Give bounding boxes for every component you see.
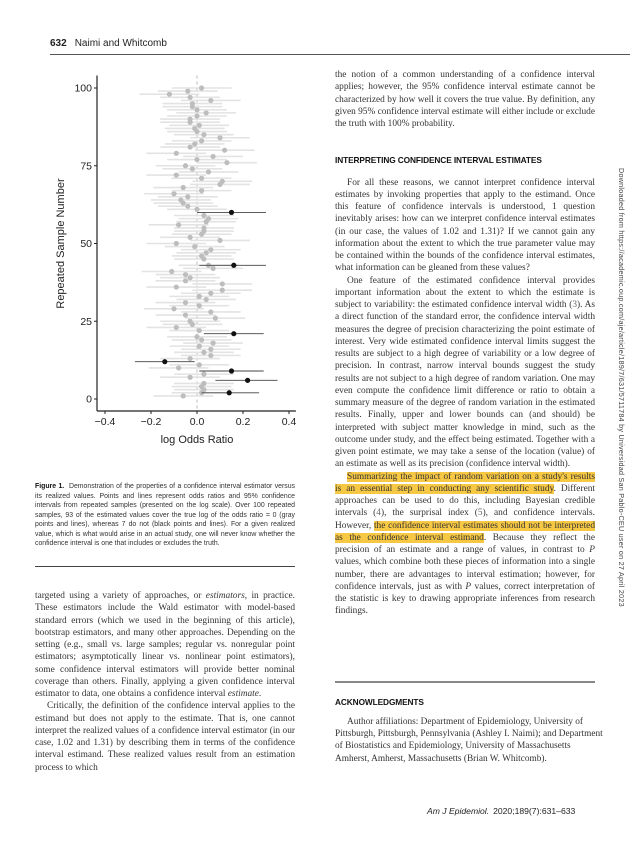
text-run: ), the surprisal index ( [380, 508, 478, 519]
header-divider [50, 54, 630, 55]
gray-point [188, 356, 193, 361]
gray-point [197, 362, 202, 367]
black-point [229, 210, 234, 215]
gray-point [211, 266, 216, 271]
gray-point [194, 157, 199, 162]
emphasis: P [465, 581, 472, 592]
y-axis-title: Repeated Sample Number [55, 178, 67, 309]
black-point [162, 359, 167, 364]
emphasis: estimate [227, 689, 259, 699]
header-authors: Naimi and Whitcomb [74, 38, 167, 49]
y-tick-label: 25 [80, 315, 92, 328]
emphasis: estimators [205, 591, 245, 601]
y-tick-label: 0 [86, 393, 92, 406]
right-column-body [335, 69, 595, 618]
gray-point [199, 188, 204, 193]
citation-link[interactable]: 3 [572, 300, 577, 310]
text-run: . Different approaches can be used to do this, including Bayesian credible intervals ( [335, 483, 595, 519]
citation-link[interactable]: 5 [477, 508, 483, 519]
gray-point [192, 141, 197, 146]
highlighted-text: Summarizing the impact of random variation on a study's results is an essential step in conducting any scientific study [335, 471, 595, 494]
text-run: values, correct interpretation of the statistic is key to drawing appropriate inferences from research findings. [335, 581, 595, 617]
download-watermark-text: Downloaded from https://academic.oup.com/aje/article/189/7/631/5711784 by Universidad San Pablo-CEU user on 27 April 2023 [617, 168, 626, 607]
gray-point [199, 176, 204, 181]
gray-point [194, 113, 199, 118]
gray-point [199, 253, 204, 258]
gray-point [197, 328, 202, 333]
gray-point [217, 238, 222, 243]
gray-point [183, 312, 188, 317]
journal-citation [427, 806, 575, 816]
x-tick-label: 0.2 [235, 416, 251, 428]
black-point [245, 378, 250, 383]
gray-point [174, 325, 179, 330]
gray-point [199, 138, 204, 143]
y-tick-label: 50 [80, 238, 92, 250]
gray-point [171, 191, 176, 196]
gray-point [208, 247, 213, 252]
gray-point [194, 207, 199, 212]
highlighted-text: the confidence interval estimates should not be interpreted as the confidence interval estimand [335, 520, 595, 543]
acknowledgments-heading: ACKNOWLEDGMENTS [335, 697, 424, 707]
gray-point [185, 194, 190, 199]
gray-point [174, 172, 179, 177]
gray-point [194, 107, 199, 112]
running-header [50, 38, 167, 49]
gray-point [188, 144, 193, 149]
gray-point [201, 132, 206, 137]
left-paragraph-1 [35, 590, 295, 700]
black-point [227, 390, 232, 395]
black-point [231, 263, 236, 268]
gray-point [188, 375, 193, 380]
gray-point [204, 110, 209, 115]
gray-point [188, 95, 193, 100]
gray-point [208, 353, 213, 358]
gray-point [183, 300, 188, 305]
gray-point [217, 135, 222, 140]
figure-caption [35, 482, 295, 549]
black-point [229, 368, 234, 373]
gray-point [211, 340, 216, 345]
figure-caption-text: Demonstration of the properties of a confidence interval estimator versus its realized values. Points and lines represent odds ratios and 95% confidence intervals from repeated samples (presented on the log scale). Over 100 repeated samples, 93 of the estimated values cover the true log of the odds ratio = 0 (gray points and lines), whereas 7 do not (black points and lines). For a given realized value, which is what would arise in an actual study, one will never know whether the confidence interval is one that includes or excludes the truth. [35, 483, 295, 547]
text-run: One feature of the estimated confidence interval provides important information about the extent to which the estimate is subject to variability: the estimated confidence interval width ( [335, 275, 595, 310]
y-tick-label: 100 [74, 82, 92, 95]
right-paragraph-1: For all these reasons, we cannot interpret confidence interval estimates by invoking properties that apply to the estimand. Once this feature of confidence intervals is understood, 1 question inevitably arises: how can we interpret confidence interval estimates (in our case, the values of 1.02 and 1.31)? If we cannot gain any information about the extent to which the true parameter value may be contained within the bounds of the confidence interval estimates, what information can be gleaned from these values? [335, 177, 595, 274]
right-paragraph-0: the notion of a common understanding of a confidence interval applies; however, the 95% confidence interval estimate cannot be characterized by how well it covers the true value. By definition, any given 95% confidence interval estimate will either include or exclude the truth with 100% probability. [335, 70, 595, 129]
plot-layer [55, 76, 296, 446]
gray-point [208, 309, 213, 314]
gray-point [174, 284, 179, 289]
forest-plot-figure [18, 68, 308, 478]
gray-point [190, 166, 195, 171]
gray-point [201, 381, 206, 386]
gray-point [176, 222, 181, 227]
text-run: values, which combine both these pieces of information into a single number, there are advantages to interval estimation; however, for confidence intervals, just as with [335, 557, 595, 592]
gray-point [190, 101, 195, 106]
gray-point [174, 241, 179, 246]
gray-point [208, 347, 213, 352]
emphasis: P [589, 545, 595, 555]
left-column-body [35, 590, 295, 774]
gray-point [194, 334, 199, 339]
gray-point [206, 169, 211, 174]
gray-point [220, 288, 225, 293]
gray-point [183, 163, 188, 168]
gray-point [199, 85, 204, 90]
gray-point [183, 278, 188, 283]
section-heading: INTERPRETING CONFIDENCE INTERVAL ESTIMATES [335, 155, 542, 166]
gray-point [183, 272, 188, 277]
gray-point [188, 117, 193, 122]
journal-name: Am J Epidemiol. [427, 806, 490, 816]
gray-point [201, 225, 206, 230]
text-run: ). As a direct function of the standard error, the confidence interval width measures the degree of precision characterizing the point estimate of interest. Very wide estimated confidence interval limits suggest the results are subject to a high degree of variability or a low degree of precision. In contrast, narrow interval bounds suggest the study results are not subject to a high degree of random variation. One may even compute the confidence limit difference or ratio to obtain a summary measure of the degree of random variation in the estimated results. Finally, upper and lower bounds can (and should) be interpreted with subject matter knowledge in mind, such as the outcome under study, and the effect being estimated. Together with a given point estimate, we may take a sense of the location (value) of an estimate as well as its precision (confidence interval width). [335, 300, 595, 470]
gray-point [167, 92, 172, 97]
gray-point [169, 269, 174, 274]
gray-point [208, 98, 213, 103]
gray-point [213, 316, 218, 321]
gray-point [171, 306, 176, 311]
acknowledgments-text: Author affiliations: Department of Epidemiology, University of Pittsburgh, Pittsburgh, Pennsylvania (Ashley I. Naimi); and Department of Biostatistics and Epidemiology, University of Massachusetts Amherst, Amherst, Massachusetts (Brian W. Whitcomb). [335, 717, 603, 764]
x-axis-title: log Odds Ratio [160, 434, 234, 446]
gray-point [192, 244, 197, 249]
gray-point [188, 235, 193, 240]
text-run: . [258, 689, 262, 699]
x-tick-label: 0.0 [189, 416, 205, 428]
gray-point [176, 365, 181, 370]
gray-point [178, 197, 183, 202]
gray-point [185, 89, 190, 94]
download-watermark [612, 168, 632, 688]
text-run: . Because they reflect the precision of an estimate and a range of values, in contrast to [335, 532, 595, 555]
page-number: 632 [50, 38, 67, 49]
gray-point [222, 148, 227, 153]
right-paragraph-3 [335, 471, 595, 618]
right-paragraph-2 [335, 275, 595, 471]
gray-point [197, 303, 202, 308]
text-run: targeted using a variety of approaches, or [35, 591, 206, 601]
gray-point [197, 294, 202, 299]
gray-point [201, 372, 206, 377]
black-point [231, 331, 236, 336]
gray-point [201, 213, 206, 218]
gray-point [206, 216, 211, 221]
gray-point [181, 185, 186, 190]
citation-details: 2020;189(7):631–633 [493, 806, 576, 816]
gray-point [220, 281, 225, 286]
citation-link[interactable]: 4 [376, 508, 381, 519]
gray-point [211, 154, 216, 159]
gray-point [199, 337, 204, 342]
figure-label: Figure 1. [35, 483, 65, 490]
x-tick-label: −0.2 [140, 416, 162, 428]
gray-point [197, 123, 202, 128]
gray-point [188, 319, 193, 324]
acknowledgments-divider [335, 681, 595, 683]
caption-divider [35, 566, 295, 567]
left-paragraph-2: Critically, the definition of the confidence interval applies to the estimand but does not apply to the estimate. That is, one cannot interpret the realized values of a confidence interval estimator (in our case, 1.02 and 1.31) by describing them in terms of the confidence interval estimand. These realized values result from an estimation process to which [35, 701, 295, 773]
y-tick-label: 75 [80, 160, 92, 173]
text-run: , in practice. These estimators include the Wald estimator with model-based standard errors (which we used in the beginning of this article), bootstrap estimators, and many other approaches. Depending on the setting (e.g., small vs. large samples; regular vs. nonregular point estimators; asymptotically linear vs. nonlinear point estimators), some confidence interval estimators will provide better nominal coverage than others. Finally, applying a given confidence interval estimator to data, one obtains a confidence interval [35, 591, 295, 699]
gray-point [204, 250, 209, 255]
gray-point [224, 160, 229, 165]
gray-point [192, 126, 197, 131]
gray-point [174, 151, 179, 156]
gray-point [181, 393, 186, 398]
x-tick-label: −0.4 [94, 416, 116, 428]
gray-point [220, 179, 225, 184]
gray-point [185, 204, 190, 209]
gray-point [204, 297, 209, 302]
text-run: ), and confidence intervals. However, [335, 508, 595, 531]
x-tick-label: 0.4 [281, 416, 297, 428]
gray-point [188, 275, 193, 280]
gray-point [201, 350, 206, 355]
gray-point [197, 344, 202, 349]
gray-point [208, 291, 213, 296]
